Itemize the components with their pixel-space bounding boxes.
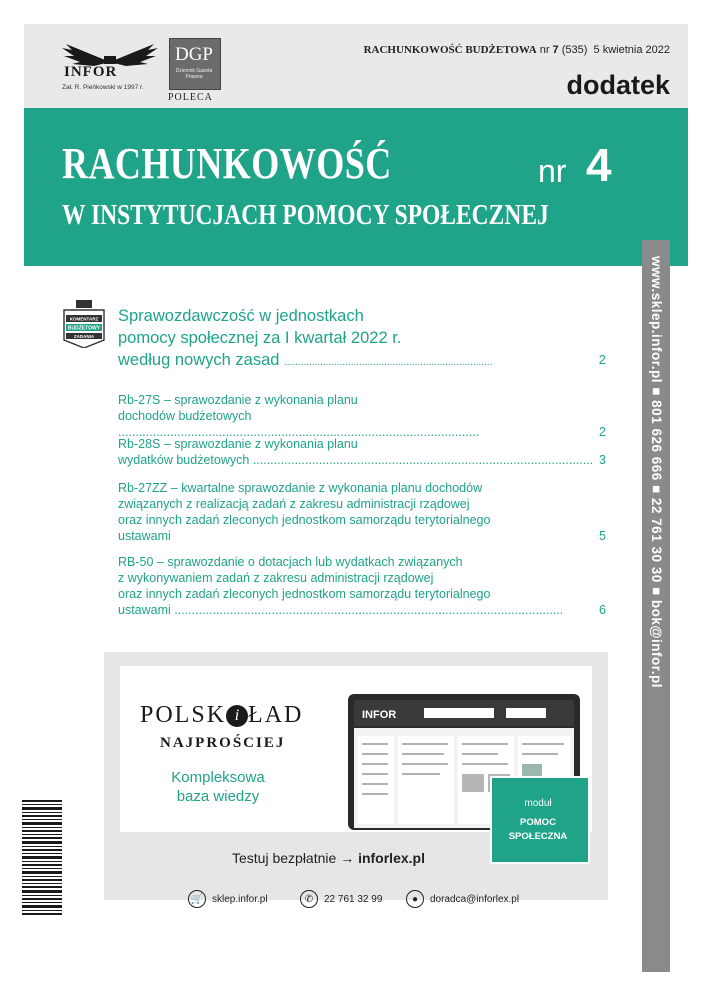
issue-number: 7 <box>552 44 559 56</box>
komentarz-badge-icon <box>62 300 106 348</box>
toc-item[interactable] <box>118 480 606 544</box>
infor-logo-text: INFOR <box>64 64 118 80</box>
polski-lad-logo <box>140 702 303 729</box>
issue-date: 5 kwietnia 2022 <box>593 44 670 56</box>
arrow-right-icon: → <box>340 850 355 866</box>
toc-item-line: oraz innych zadań zleconych jednostkom samorządu terytorialnego <box>118 587 491 601</box>
contact-text: doradca@inforlex.pl <box>430 893 520 905</box>
issue-total: (535) <box>561 44 588 56</box>
brand-i-icon: i <box>226 705 248 727</box>
contact-phone[interactable] <box>300 890 382 908</box>
issue-line <box>364 44 670 56</box>
cart-icon: 🛒 <box>188 890 206 908</box>
toc-item-page: 2 <box>599 425 606 439</box>
brand-subtitle: NAJPROŚCIEJ <box>160 735 286 751</box>
contact-shop[interactable] <box>188 890 268 908</box>
title-nr-value: 4 <box>586 139 612 191</box>
toc-main-line: pomocy społecznej za I kwartał 2022 r. <box>118 329 402 347</box>
contact-text: sklep.infor.pl <box>212 893 268 905</box>
dgp-logo-subtitle: Dziennik Gazeta Prawna <box>175 68 213 80</box>
cta-link[interactable]: inforlex.pl <box>358 850 425 866</box>
toc-item-line: dochodów budżetowych <box>118 409 252 423</box>
toc-item-line: ustawami <box>118 603 171 617</box>
toc-item[interactable]: RB-50 – sprawozdanie o dotacjach lub wydatkach związanych z wykonywaniem zadań z zakresu administracji rządowej oraz innych zadań zleconych jednostkom samorządu terytorialnego ustawami ................................................................................................................ 6 <box>118 555 606 617</box>
cta-line[interactable] <box>232 850 425 866</box>
modul-label: moduł <box>524 798 552 809</box>
badge-line3: ZADANIA <box>73 334 95 339</box>
main-title: RACHUNKOWOŚĆ <box>62 139 392 188</box>
toc-item-page: 6 <box>599 603 606 617</box>
ad-description <box>150 768 286 806</box>
publication-name: RACHUNKOWOŚĆ BUDŻETOWA <box>363 44 537 56</box>
modul-name-line: POMOC <box>520 817 556 828</box>
ad-contacts <box>188 890 548 916</box>
toc-item-page: 5 <box>599 529 606 543</box>
toc-item-line: związanych z realizacją zadań z zakresu administracji rządowej <box>118 497 470 511</box>
laptop-logo-text: INFOR <box>362 709 397 721</box>
contact-text: 22 761 32 99 <box>324 893 383 905</box>
toc-item-line: wydatków budżetowych <box>118 453 250 467</box>
dgp-logo-text: DGP <box>174 44 213 65</box>
toc-item-line: Rb-28S – sprawozdanie z wykonania planu <box>118 437 358 451</box>
toc-item-line: ustawami <box>118 529 171 543</box>
toc-item-page: 3 <box>599 453 606 467</box>
contact-email[interactable] <box>406 890 519 908</box>
supplement-label: dodatek <box>566 70 670 100</box>
phone-icon: ✆ <box>300 890 318 908</box>
badge-line1: KOMENTARZ <box>69 316 99 322</box>
main-subtitle: W INSTYTUCJACH POMOCY SPOŁECZNEJ <box>62 200 549 231</box>
cta-text: Testuj bezpłatnie <box>232 850 337 866</box>
toc-main-page: 2 <box>598 352 606 367</box>
ad-description-line: baza wiedzy <box>176 788 260 805</box>
toc-item-line: RB-50 – sprawozdanie o dotacjach lub wydatkach związanych <box>118 555 463 569</box>
sidebar-contact-text: www.sklep.infor.pl ■ 801 626 666 ■ 22 761 30 30 ■ bok@infor.pl <box>649 256 664 689</box>
dgp-poleca: POLECA <box>168 92 213 103</box>
toc-item[interactable]: Rb-28S – sprawozdanie z wykonania planu wydatków budżetowych .................................................................................................. 3 <box>118 437 606 467</box>
toc-main-line: według nowych zasad <box>118 351 280 369</box>
toc-item-line: Rb-27S – sprawozdanie z wykonania planu <box>118 393 358 407</box>
title-nr-label: nr <box>538 153 567 189</box>
badge-line2: BUDŻETOWY <box>67 325 101 332</box>
brand-text-before: POLSK <box>140 702 227 728</box>
mouse-icon: ● <box>406 890 424 908</box>
modul-name-line: SPOŁECZNA <box>508 831 568 842</box>
toc-item-line: z wykonywaniem zadań z zakresu administracji rządowej <box>118 571 434 585</box>
toc-main-entry[interactable]: Sprawozdawczość w jednostkach pomocy społecznej za I kwartał 2022 r. według nowych zasad ........................................................................... 2 <box>118 307 606 369</box>
infor-logo-subtitle: Zał. R. Pieńkowski w 1997 r. <box>62 84 144 91</box>
nr-prefix: nr <box>539 44 550 56</box>
barcode-image <box>22 800 62 918</box>
modul-name <box>490 816 586 844</box>
toc-item-line: oraz innych zadań zleconych jednostkom samorządu terytorialnego <box>118 513 491 527</box>
ad-description-line: Kompleksowa <box>171 769 265 786</box>
toc-item[interactable]: Rb-27S – sprawozdanie z wykonania planu dochodów budżetowych ........................................................................................................ 2 <box>118 393 606 439</box>
toc-item-line: Rb-27ZZ – kwartalne sprawozdanie z wykonania planu dochodów <box>118 481 483 495</box>
brand-text-after: ŁAD <box>248 702 304 728</box>
toc-main-line: Sprawozdawczość w jednostkach <box>118 307 364 325</box>
